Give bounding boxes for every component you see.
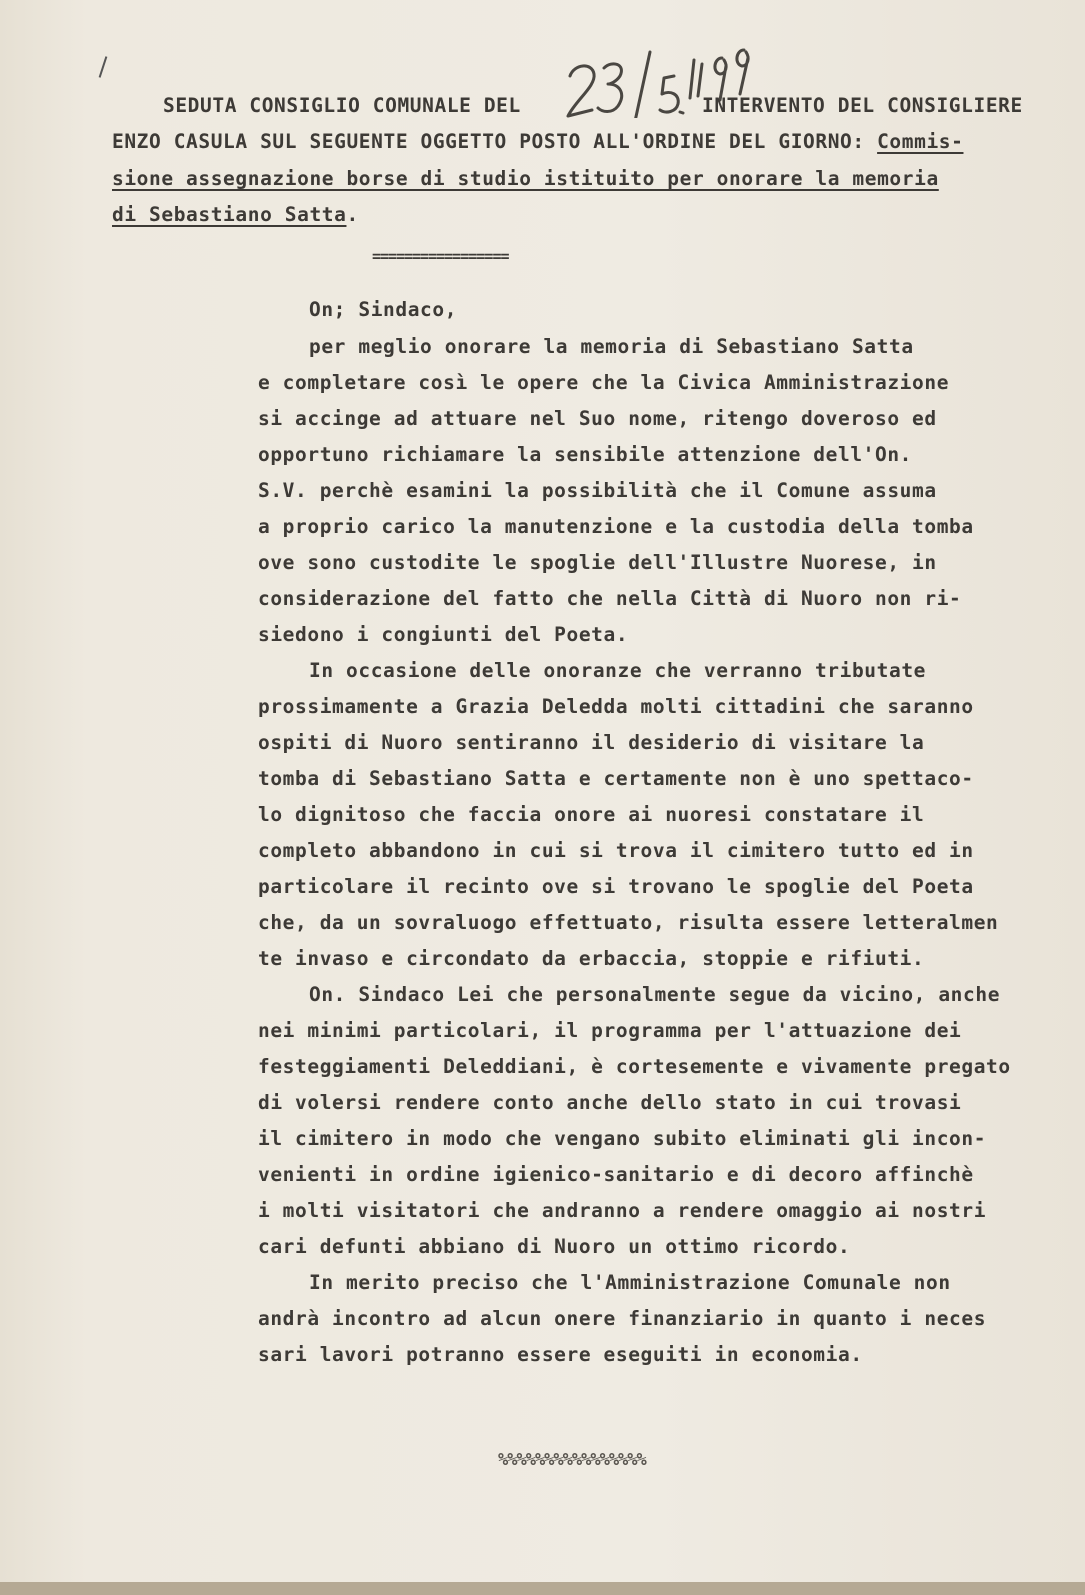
- body-line: che, da un sovraluogo effettuato, risulta essere letteralmen: [258, 911, 999, 934]
- body-line: nei minimi particolari, il programma per l'attuazione dei: [258, 1019, 962, 1042]
- header-line-3: sione assegnazione borse di studio istituito per onorare la memoria: [112, 167, 939, 190]
- body-line: il cimitero in modo che vengano subito eliminati gli incon-: [258, 1127, 987, 1150]
- body-line: si accinge ad attuare nel Suo nome, ritengo doveroso ed: [258, 407, 937, 430]
- body-line: di volersi rendere conto anche dello stato in cui trovasi: [258, 1091, 962, 1114]
- margin-tick-mark: [99, 56, 108, 78]
- body-line: considerazione del fatto che nella Città di Nuoro non ri-: [258, 587, 962, 610]
- body-line: andrà incontro ad alcun onere finanziario in quanto i neces: [258, 1307, 987, 1330]
- body-line: opportuno richiamare la sensibile attenzione dell'On.: [258, 443, 913, 466]
- body-line: cari defunti abbiano di Nuoro un ottimo ricordo.: [258, 1235, 851, 1258]
- body-line: ospiti di Nuoro sentiranno il desiderio di visitare la: [258, 731, 925, 754]
- header-line-4: [112, 203, 359, 227]
- body-line: siedono i congiunti del Poeta.: [258, 623, 629, 646]
- body-line: i molti visitatori che andranno a rendere omaggio ai nostri: [258, 1199, 987, 1222]
- end-mark: %%%%%%%%%%%%%%%%: [498, 1450, 646, 1470]
- body-line: prossimamente a Grazia Deledda molti cittadini che saranno: [258, 695, 974, 718]
- page-bottom-edge: [0, 1582, 1085, 1595]
- body-line: completo abbandono in cui si trova il cimitero tutto ed in: [258, 839, 974, 862]
- body-line: ove sono custodite le spoglie dell'Illustre Nuorese, in: [258, 551, 937, 574]
- body-line: particolare il recinto ove si trovano le spoglie del Poeta: [258, 875, 974, 898]
- header-line-2-text: ENZO CASULA SUL SEGUENTE OGGETTO POSTO ALL'ORDINE DEL GIORNO:: [112, 130, 878, 153]
- header-left: SEDUTA CONSIGLIO COMUNALE DEL: [163, 94, 521, 117]
- body-line: tomba di Sebastiano Satta e certamente non è uno spettaco-: [258, 767, 974, 790]
- header-separator: =================: [372, 247, 509, 265]
- body-line: S.V. perchè esamini la possibilità che il Comune assuma: [258, 479, 937, 502]
- header-line-2: [112, 130, 963, 154]
- header-line-4-text: di Sebastiano Satta: [112, 203, 347, 226]
- header-line-4-period: .: [346, 203, 359, 226]
- body-line: te invaso e circondato da erbaccia, stoppie e rifiuti.: [258, 947, 925, 970]
- body-line: e completare così le opere che la Civica Amministrazione: [258, 371, 950, 394]
- body-line: On. Sindaco Lei che personalmente segue da vicino, anche: [309, 983, 1001, 1006]
- body-line: In occasione delle onoranze che verranno tributate: [309, 659, 926, 682]
- body-line: sari lavori potranno essere eseguiti in economia.: [258, 1343, 863, 1366]
- body-line: In merito preciso che l'Amministrazione Comunale non: [309, 1271, 951, 1294]
- header-right: INTERVENTO DEL CONSIGLIERE: [702, 94, 1023, 117]
- header-line-2-underlined: Commis-: [877, 130, 964, 153]
- body-line: per meglio onorare la memoria di Sebastiano Satta: [309, 335, 914, 358]
- body-line: a proprio carico la manutenzione e la custodia della tomba: [258, 515, 974, 538]
- body-line: festeggiamenti Deleddiani, è cortesemente e vivamente pregato: [258, 1055, 1011, 1078]
- salutation: On; Sindaco,: [309, 298, 458, 321]
- body-line: venienti in ordine igienico-sanitario e di decoro affinchè: [258, 1163, 974, 1186]
- body-line: lo dignitoso che faccia onore ai nuoresi constatare il: [258, 803, 925, 826]
